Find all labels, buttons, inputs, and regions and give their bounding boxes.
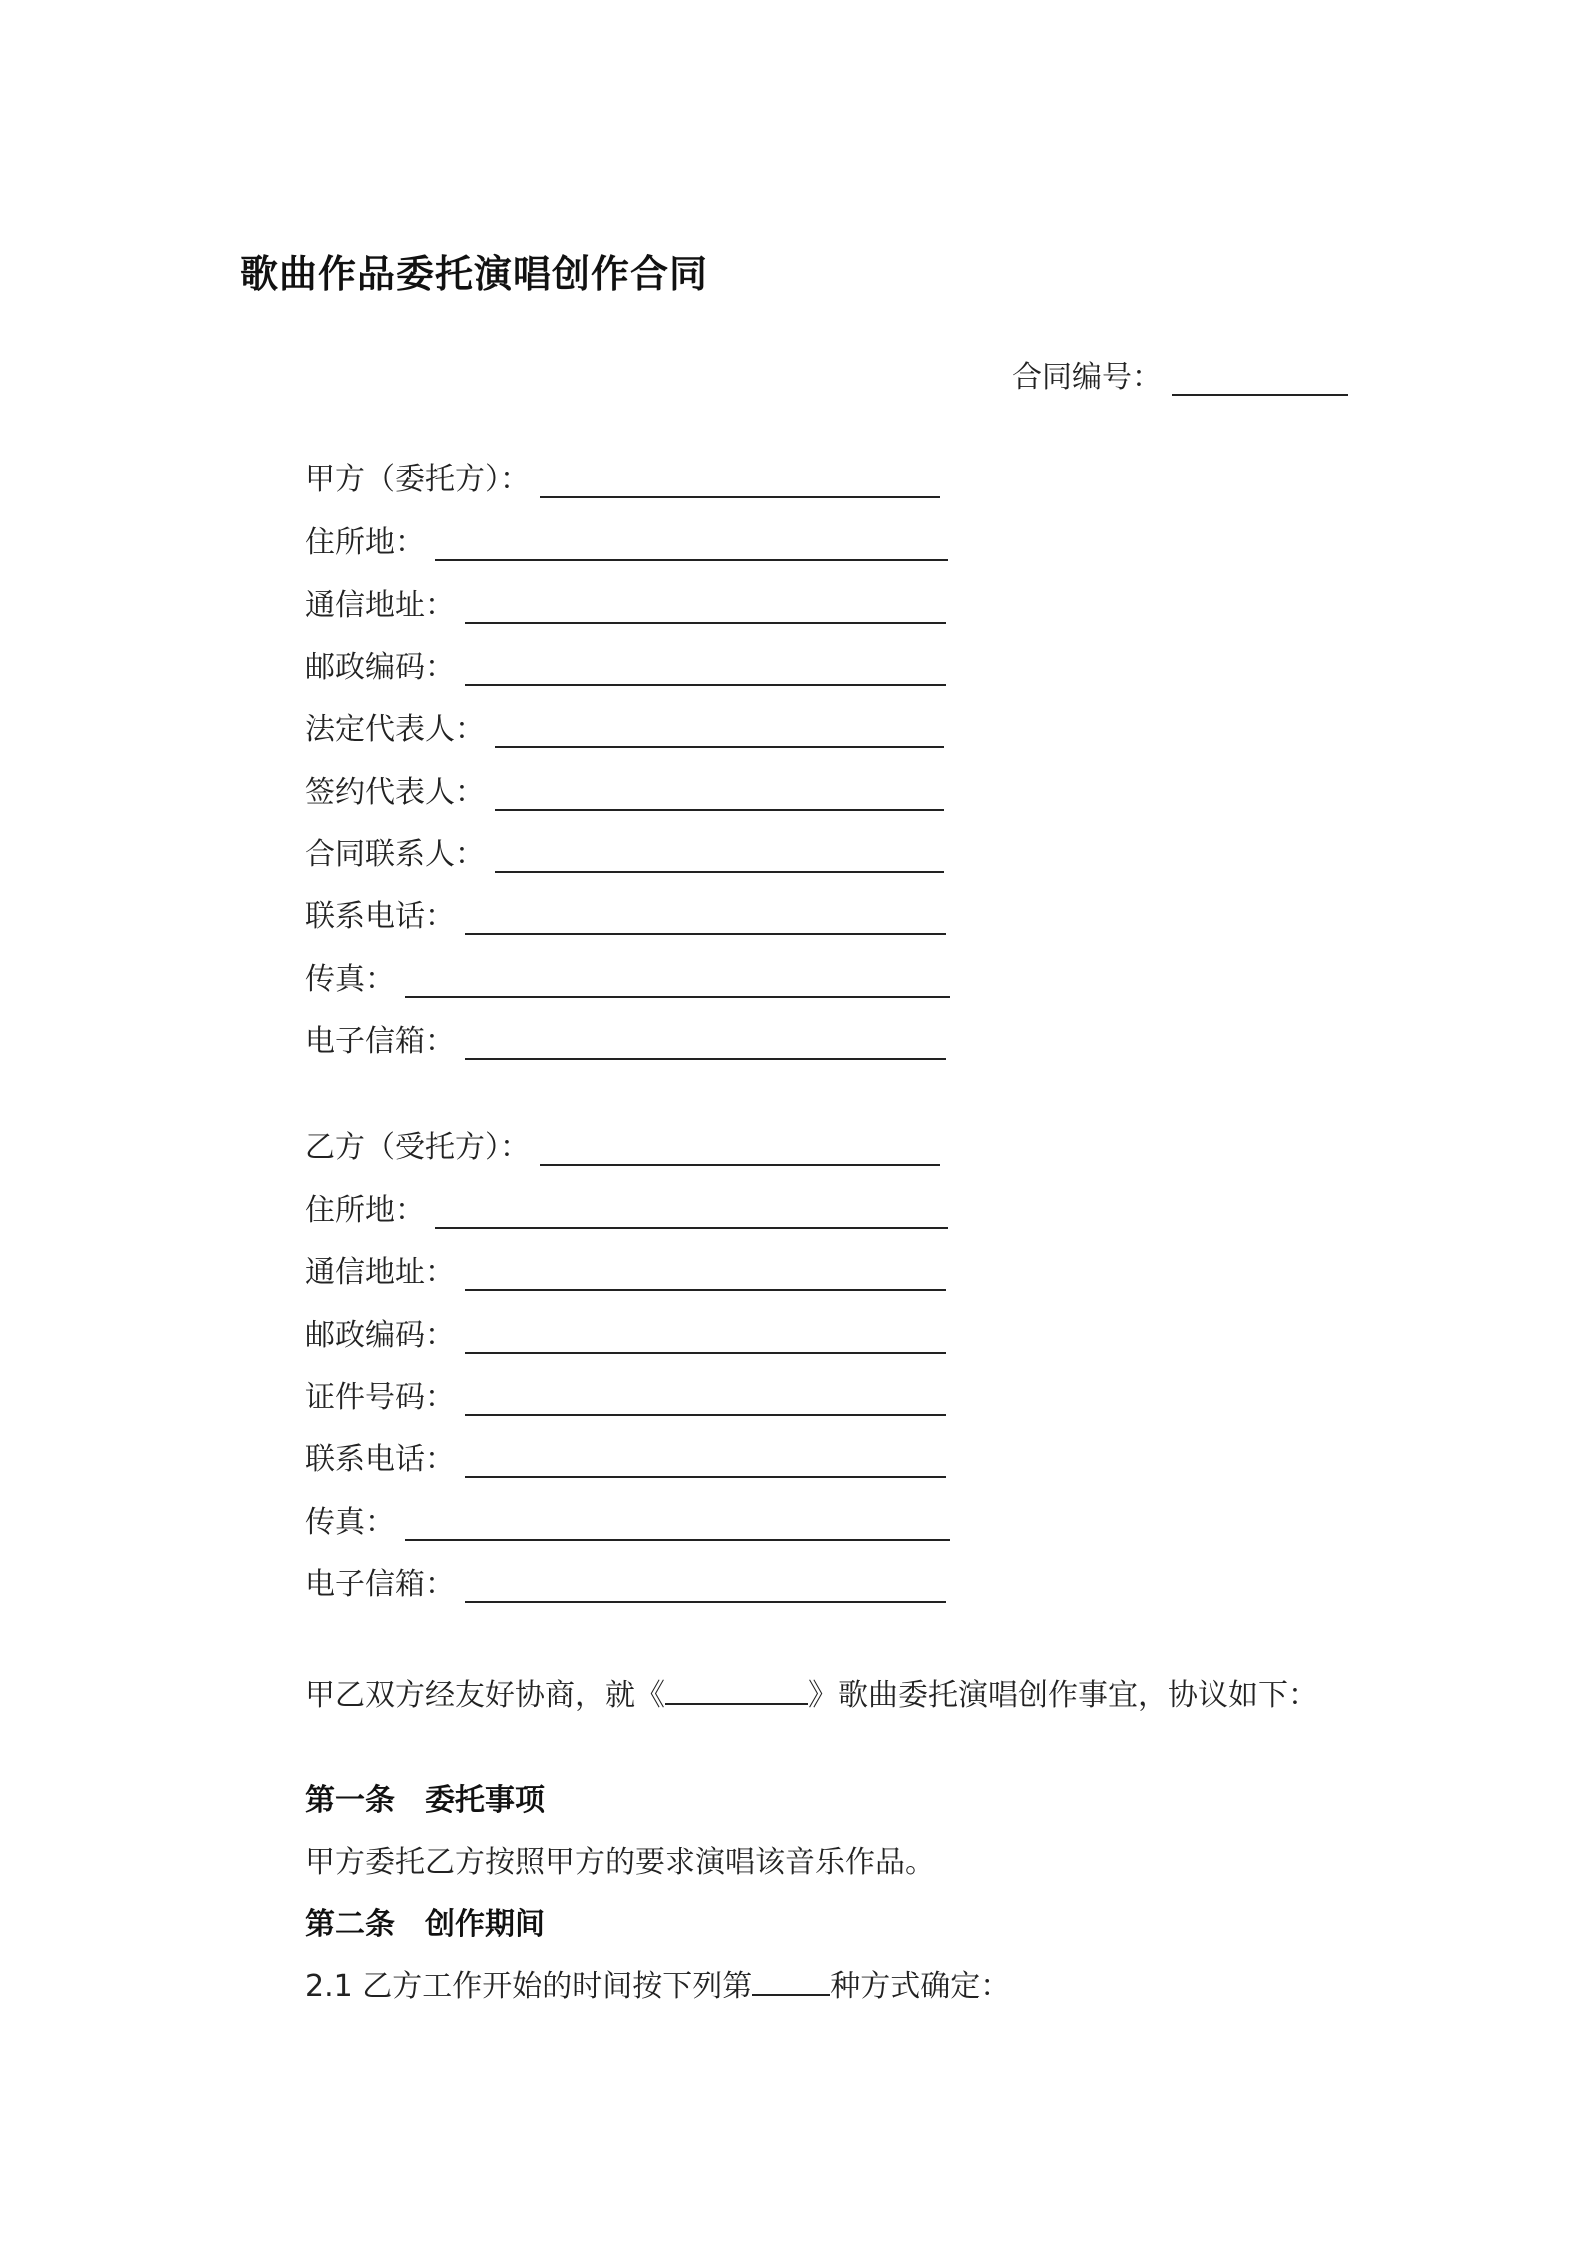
party-a-email-blank[interactable] xyxy=(465,1028,946,1060)
party-a-email-field xyxy=(305,1020,946,1060)
party-b-id-number-blank[interactable] xyxy=(465,1384,946,1416)
party-a-signing-rep-field xyxy=(305,771,944,811)
party-a-legal-rep-field xyxy=(305,708,944,748)
party-b-name-blank[interactable] xyxy=(540,1134,940,1166)
clause-text-after: 种方式确定： xyxy=(830,1969,1011,2004)
field-label: 住所地： xyxy=(305,1193,425,1228)
field-label: 签约代表人： xyxy=(305,775,485,810)
party-a-fax-blank[interactable] xyxy=(405,966,950,998)
field-label: 乙方（受托方）： xyxy=(305,1130,530,1165)
party-a-address-blank[interactable] xyxy=(465,592,946,624)
field-label: 联系电话： xyxy=(305,1442,455,1477)
article-title: 委托事项 xyxy=(425,1783,545,1818)
party-a-postcode-blank[interactable] xyxy=(465,654,946,686)
party-a-residence-field xyxy=(305,521,948,561)
field-label: 通信地址： xyxy=(305,1255,455,1290)
clause-2-1 xyxy=(305,1961,1010,2005)
party-a-contact-person-field xyxy=(305,833,944,873)
method-number-blank[interactable] xyxy=(752,1968,830,1996)
field-label: 住所地： xyxy=(305,525,425,560)
field-label: 邮政编码： xyxy=(305,1318,455,1353)
article-title: 创作期间 xyxy=(425,1907,545,1942)
document-title: 歌曲作品委托演唱创作合同 xyxy=(240,252,709,296)
party-a-legal-rep-blank[interactable] xyxy=(495,716,944,748)
field-label: 电子信箱： xyxy=(305,1567,455,1602)
intro-text-before: 甲乙双方经友好协商，就《 xyxy=(305,1678,665,1713)
field-label: 通信地址： xyxy=(305,588,455,623)
party-a-name-field xyxy=(305,458,940,498)
article-1-text: 甲方委托乙方按照甲方的要求演唱该音乐作品。 xyxy=(305,1845,935,1880)
field-label: 合同联系人： xyxy=(305,837,485,872)
party-b-postcode-field xyxy=(305,1314,946,1354)
party-a-address-field xyxy=(305,584,946,624)
party-a-phone-field xyxy=(305,895,946,935)
article-number: 第二条 xyxy=(305,1907,395,1942)
field-label: 甲方（委托方）： xyxy=(305,462,530,497)
party-a-fax-field xyxy=(305,958,950,998)
contract-number-blank[interactable] xyxy=(1172,364,1348,396)
field-label: 传真： xyxy=(305,962,395,997)
party-b-postcode-blank[interactable] xyxy=(465,1322,946,1354)
party-b-fax-field xyxy=(305,1501,950,1541)
party-b-fax-blank[interactable] xyxy=(405,1509,950,1541)
party-a-name-blank[interactable] xyxy=(540,466,940,498)
field-label: 邮政编码： xyxy=(305,650,455,685)
party-b-name-field xyxy=(305,1126,940,1166)
field-label: 证件号码： xyxy=(305,1380,455,1415)
party-b-phone-blank[interactable] xyxy=(465,1446,946,1478)
field-label: 法定代表人： xyxy=(305,712,485,747)
party-b-residence-blank[interactable] xyxy=(435,1197,948,1229)
party-b-id-number-field xyxy=(305,1376,946,1416)
article-number: 第一条 xyxy=(305,1783,395,1818)
contract-number-label: 合同编号： xyxy=(1012,360,1162,395)
party-b-phone-field xyxy=(305,1438,946,1478)
party-a-residence-blank[interactable] xyxy=(435,529,948,561)
party-b-residence-field xyxy=(305,1189,948,1229)
intro-text-after: 》歌曲委托演唱创作事宜，协议如下： xyxy=(808,1678,1318,1713)
party-b-address-blank[interactable] xyxy=(465,1259,946,1291)
article-1-heading xyxy=(305,1775,545,1819)
party-a-postcode-field xyxy=(305,646,946,686)
song-title-blank[interactable] xyxy=(665,1677,808,1705)
party-a-signing-rep-blank[interactable] xyxy=(495,779,944,811)
clause-text-before: 2.1 乙方工作开始的时间按下列第 xyxy=(305,1969,753,2004)
party-b-email-field xyxy=(305,1563,946,1603)
party-a-phone-blank[interactable] xyxy=(465,903,946,935)
party-a-contact-person-blank[interactable] xyxy=(495,841,944,873)
intro-paragraph xyxy=(305,1670,1318,1714)
field-label: 传真： xyxy=(305,1505,395,1540)
field-label: 联系电话： xyxy=(305,899,455,934)
contract-number xyxy=(1012,352,1348,396)
field-label: 电子信箱： xyxy=(305,1024,455,1059)
party-b-address-field xyxy=(305,1251,946,1291)
article-2-heading xyxy=(305,1899,545,1943)
party-b-email-blank[interactable] xyxy=(465,1571,946,1603)
